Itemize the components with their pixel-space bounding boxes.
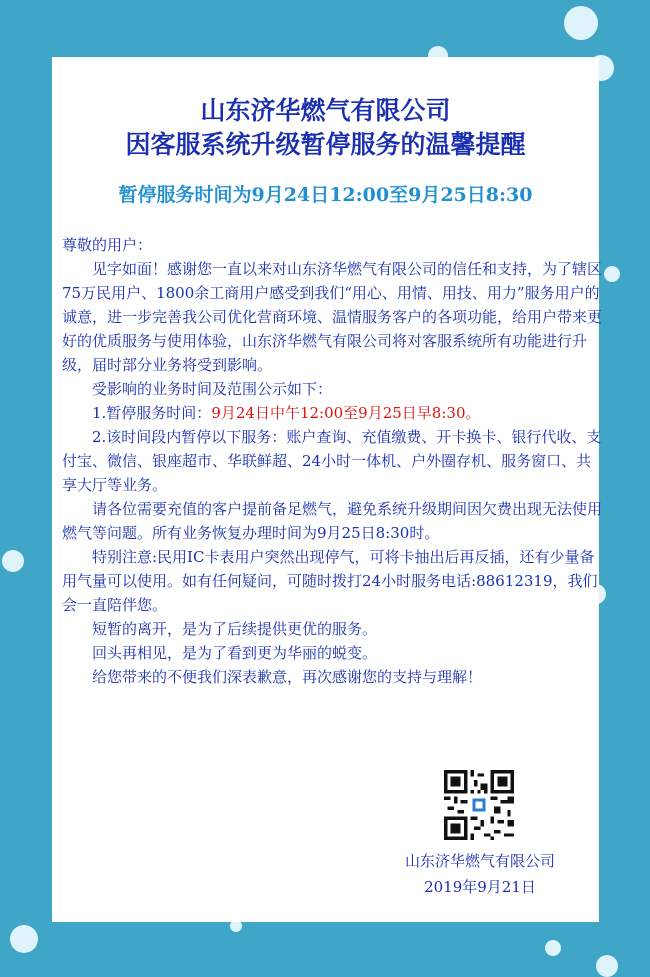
notice-title-main: 因客服系统升级暂停服务的温馨提醒 xyxy=(125,130,526,159)
paragraph-closing-2: 回头再相见，是为了看到更为华丽的蜕变。 xyxy=(92,644,378,662)
paragraph-recharge: 请各位需要充值的客户提前备足燃气，避免系统升级期间因欠费出现无法使用燃气等问题。所有业务恢复办理时间为9月25日8:30时。 xyxy=(62,500,603,542)
notice-title-company: 山东济华燃气有限公司 xyxy=(200,96,451,125)
item-suspended-services: 2.该时间段内暂停以下服务：账户查询、充值缴费、开卡换卡、银行代收、支付宝、微信、银座超市、华联鲜超、24小时一体机、户外圈存机、服务窗口、共享大厅等业务。 xyxy=(62,428,602,494)
qr-code-icon xyxy=(444,770,514,840)
paragraph-special-note: 特别注意:民用IC卡表用户突然出现停气，可将卡抽出后再反插，还有少量备用气量可以使用。如有任何疑问，可随时拨打24小时服务电话:88612319，我们会一直陪伴您。 xyxy=(62,548,598,614)
notice-body xyxy=(62,233,602,689)
decor-bubble xyxy=(604,266,620,282)
decor-bubble xyxy=(10,925,38,953)
item-suspension-time xyxy=(62,401,602,425)
notice-subtitle: 暂停服务时间为9月24日12:00至9月25日8:30 xyxy=(118,184,533,206)
paragraph-closing-1: 短暂的离开，是为了后续提供更优的服务。 xyxy=(92,620,378,638)
signature-company: 山东济华燃气有限公司 xyxy=(404,852,555,870)
greeting: 尊敬的用户： xyxy=(62,236,153,254)
decor-bubble xyxy=(545,940,561,956)
signature-date: 2019年9月21日 xyxy=(424,878,536,896)
item-suspension-label: 1.暂停服务时间： xyxy=(92,404,212,422)
decor-bubble xyxy=(596,955,618,977)
item-suspension-value: 9月24日中午12:00至9月25日早8:30。 xyxy=(211,404,481,422)
notice-card xyxy=(52,57,603,922)
paragraph-intro: 见字如面！感谢您一直以来对山东济华燃气有限公司的信任和支持，为了辖区75万民用户、1800余工商用户感受到我们“用心、用情、用技、用力”服务用户的诚意，进一步完善我公司优化营商环境、温情服务客户的各项功能，给用户带来更好的优质服务与使用体验，山东济华燃气有限公司将对客服系统所有功能进行升级，届时部分业务将受到影响。 xyxy=(62,260,603,374)
paragraph-apology: 给您带来的不便我们深表歉意，再次感谢您的支持与理解！ xyxy=(92,668,483,686)
decor-bubble xyxy=(2,550,24,572)
paragraph-scope: 受影响的业务时间及范围公示如下： xyxy=(92,380,333,398)
decor-bubble xyxy=(564,6,598,40)
